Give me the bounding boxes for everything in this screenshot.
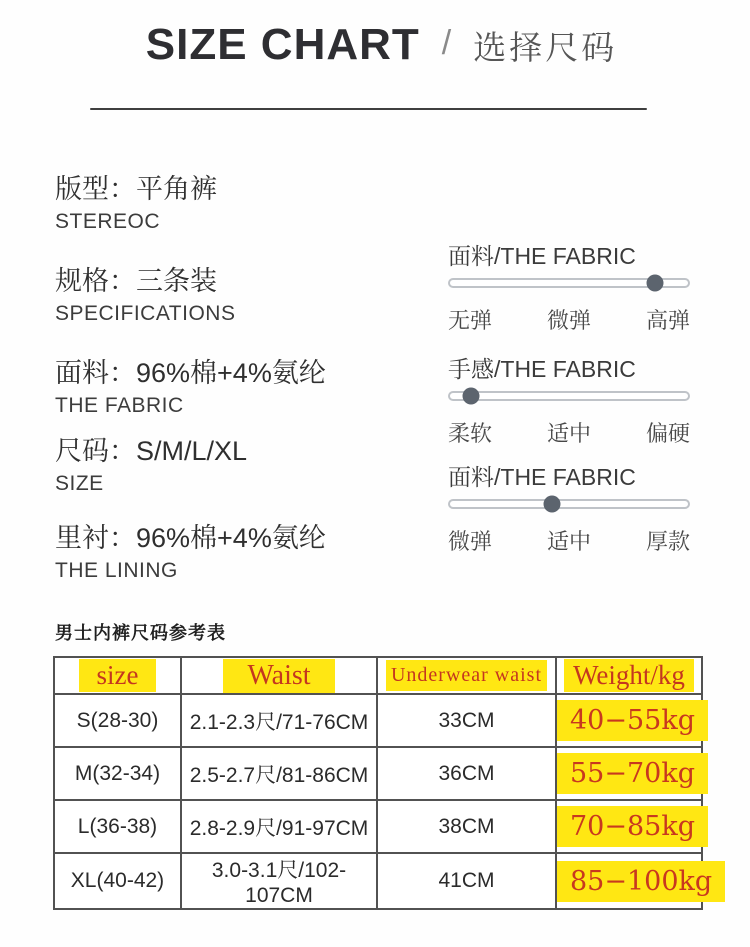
cell-weight: 55−70kg [556, 747, 702, 800]
spec-label-zh: 尺码：S/M/L/XL [55, 436, 248, 466]
col-header-size: size [54, 657, 181, 694]
title-separator: / [441, 23, 452, 62]
col-header-waist: Waist [181, 657, 377, 694]
spec-label-zh: 面料：96%棉+4%氨纶 [55, 358, 326, 388]
fabric-thickness-slider-section [448, 463, 690, 556]
slider-label-mid: 适中 [546, 529, 591, 554]
slider-title: 手感/THE FABRIC [448, 356, 636, 382]
fabric-feel-slider-section [448, 355, 690, 448]
cell-waist: 2.8-2.9尺/91-97CM [181, 800, 377, 853]
spec-label-en: THE LINING [55, 559, 178, 582]
cell-underwear-waist: 33CM [377, 694, 556, 747]
table-row [54, 747, 702, 800]
table-header-row [54, 657, 702, 694]
slider-handle[interactable] [544, 496, 561, 513]
cell-weight: 85−100kg [556, 853, 702, 909]
spec-label-en: SIZE [55, 472, 104, 495]
cell-weight: 40−55kg [556, 694, 702, 747]
slider-track[interactable] [448, 391, 690, 401]
table-row [54, 800, 702, 853]
cell-underwear-waist: 38CM [377, 800, 556, 853]
slider-label-right: 偏硬 [645, 421, 690, 446]
spec-label-zh: 里衬：96%棉+4%氨纶 [55, 523, 326, 553]
cell-size: M(32-34) [54, 747, 181, 800]
spec-item-fabric [55, 356, 326, 419]
slider-label-right: 厚款 [645, 529, 690, 554]
page-title [13, 20, 750, 70]
slider-handle[interactable] [463, 388, 480, 405]
page-title-en: SIZE CHART [145, 20, 420, 69]
cell-size: S(28-30) [54, 694, 181, 747]
spec-item-specifications [55, 264, 235, 327]
slider-title: 面料/THE FABRIC [448, 464, 636, 490]
cell-size: XL(40-42) [54, 853, 181, 909]
cell-waist: 2.1-2.3尺/71-76CM [181, 694, 377, 747]
slider-label-left: 柔软 [448, 421, 493, 446]
spec-item-size [55, 434, 247, 497]
slider-label-mid: 适中 [546, 421, 591, 446]
slider-label-mid: 微弹 [546, 308, 591, 333]
cell-weight: 70−85kg [556, 800, 702, 853]
slider-title: 面料/THE FABRIC [448, 243, 636, 269]
spec-item-style [55, 172, 217, 235]
fabric-elasticity-slider-section [448, 242, 690, 335]
slider-track[interactable] [448, 499, 690, 509]
spec-item-lining [55, 521, 326, 584]
page-title-zh: 选择尺码 [473, 28, 618, 66]
spec-label-zh: 规格：三条装 [55, 266, 217, 296]
size-table [53, 656, 713, 910]
slider-handle[interactable] [646, 275, 663, 292]
table-row [54, 694, 702, 747]
col-header-underwear-waist: Underwear waist [377, 657, 556, 694]
cell-waist: 3.0-3.1尺/102-107CM [181, 853, 377, 909]
spec-label-en: STEREOC [55, 210, 161, 233]
slider-label-left: 无弹 [448, 308, 493, 333]
spec-label-zh: 版型：平角裤 [55, 174, 217, 204]
slider-label-right: 高弹 [645, 308, 690, 333]
col-header-weight: Weight/kg [556, 657, 702, 694]
header-divider [90, 108, 647, 110]
spec-label-en: SPECIFICATIONS [55, 302, 236, 325]
cell-waist: 2.5-2.7尺/81-86CM [181, 747, 377, 800]
spec-label-en: THE FABRIC [55, 394, 184, 417]
size-table-caption: 男士内裤尺码参考表 [55, 623, 226, 643]
slider-label-left: 微弹 [448, 529, 493, 554]
cell-size: L(36-38) [54, 800, 181, 853]
cell-underwear-waist: 36CM [377, 747, 556, 800]
slider-track[interactable] [448, 278, 690, 288]
cell-underwear-waist: 41CM [377, 853, 556, 909]
table-row [54, 853, 702, 909]
